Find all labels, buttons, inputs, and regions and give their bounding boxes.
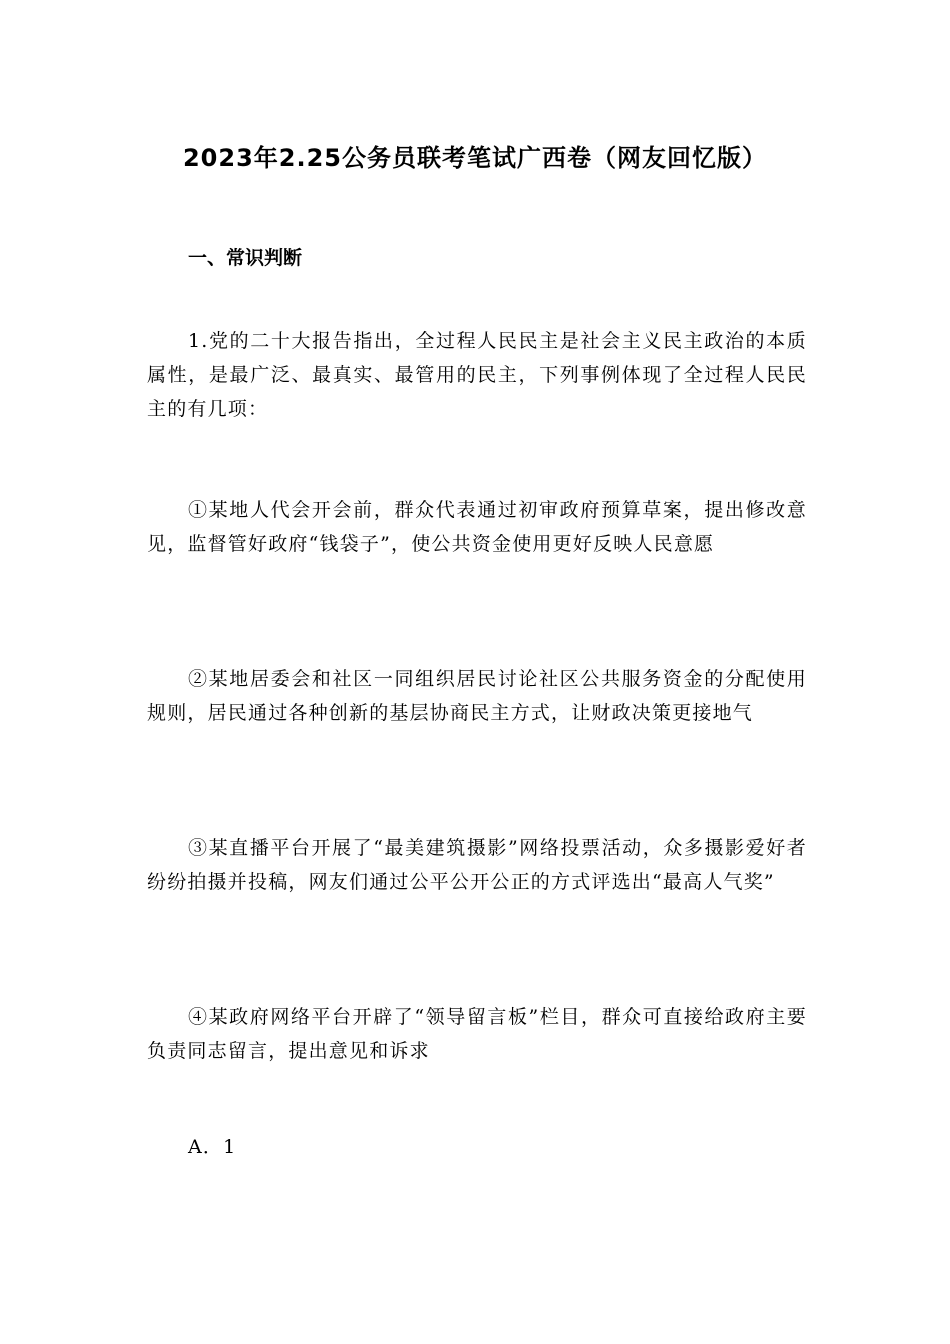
question-stem: 1.党的二十大报告指出，全过程人民民主是社会主义民主政治的本质属性，是最广泛、最真实、最管用的民主，下列事例体现了全过程人民民主的有几项： [147, 330, 807, 420]
question-item-4: ④某政府网络平台开辟了“领导留言板”栏目，群众可直接给政府主要负责同志留言，提出意见和诉求 [147, 1006, 807, 1062]
question-item-1: ①某地人代会开会前，群众代表通过初审政府预算草案，提出修改意见，监督管好政府“钱袋子”，使公共资金使用更好反映人民意愿 [147, 499, 807, 555]
question-item-2: ②某地居委会和社区一同组织居民讨论社区公共服务资金的分配使用规则，居民通过各种创新的基层协商民主方式，让财政决策更接地气 [147, 668, 807, 724]
question-item-3: ③某直播平台开展了“最美建筑摄影”网络投票活动，众多摄影爱好者纷纷拍摄并投稿，网友们通过公平公开公正的方式评选出“最高人气奖” [147, 837, 807, 893]
section-heading: 一、常识判断 [188, 247, 303, 269]
answer-option-a: A．1 [188, 1136, 237, 1158]
document-title: 2023年2.25公务员联考笔试广西卷（网友回忆版） [182, 144, 767, 172]
